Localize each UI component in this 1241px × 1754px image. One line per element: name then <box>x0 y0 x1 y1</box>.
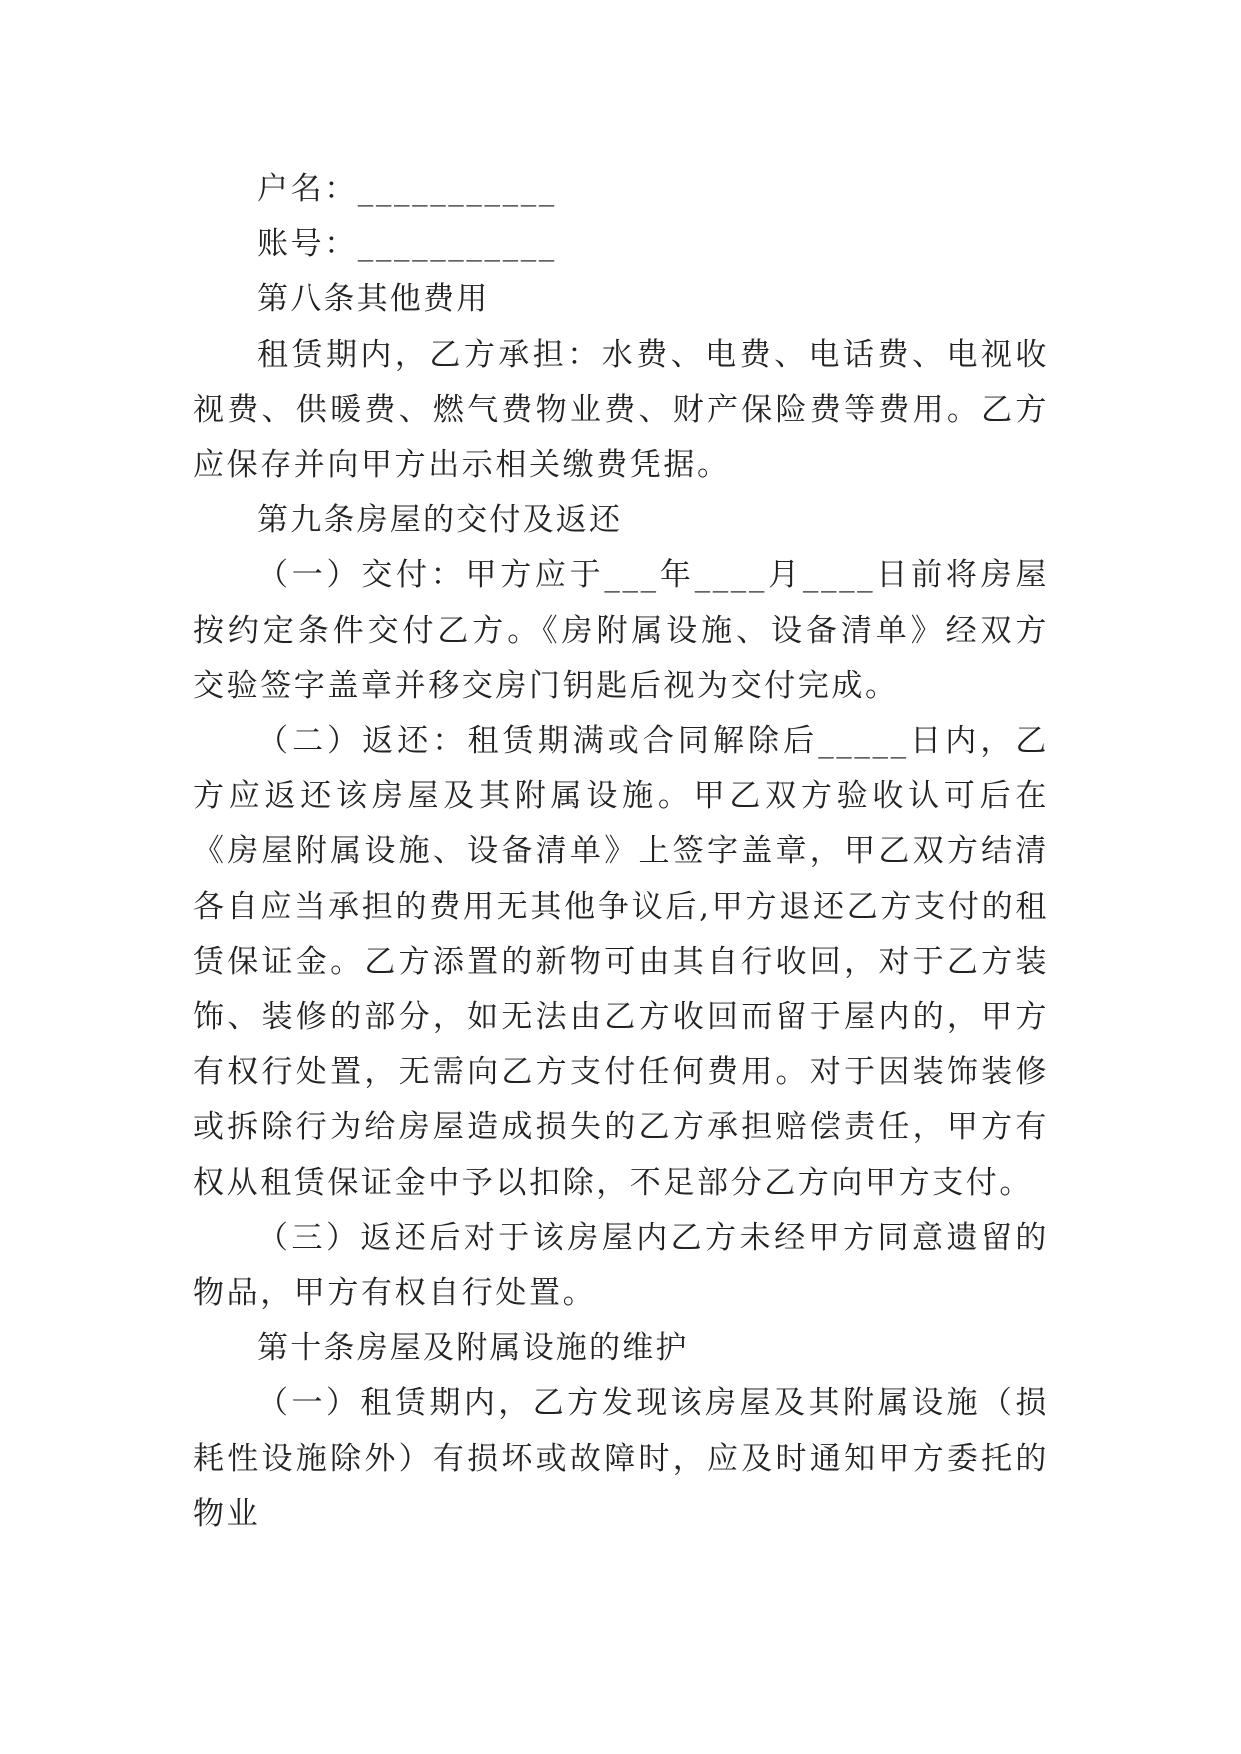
account-name-line: 户名：___________ <box>257 171 557 207</box>
document-body <box>193 162 1049 1542</box>
article-8-paragraph: 租赁期内，乙方承担：水费、电费、电话费、电视收视费、供暖费、燃气费物业费、财产保险费等费用。乙方应保存并向甲方出示相关缴费凭据。 <box>193 336 1049 484</box>
article-8-heading: 第八条其他费用 <box>257 281 490 318</box>
article-9-clause-3: （三）返还后对于该房屋内乙方未经甲方同意遗留的物品，甲方有权自行处置。 <box>193 1219 1049 1312</box>
account-number-line: 账号：___________ <box>257 226 557 263</box>
article-9-heading: 第九条房屋的交付及返还 <box>257 502 623 539</box>
article-9-clause-1: （一）交付：甲方应于___年____月____日前将房屋按约定条件交付乙方。《房附属设施、设备清单》经双方交验签字盖章并移交房门钥匙后视为交付完成。 <box>193 557 1049 704</box>
article-10-heading: 第十条房屋及附属设施的维护 <box>257 1330 689 1367</box>
article-9-clause-2: （二）返还：租赁期满或合同解除后_____日内，乙方应返还该房屋及其附属设施。甲乙双方验收认可后在《房屋附属设施、设备清单》上签字盖章，甲乙双方结清各自应当承担的费用无其他争议后,甲方退还乙方支付的租赁保证金。乙方添置的新物可由其自行收回，对于乙方装饰、装修的部分，如无法由乙方收回而留于屋内的，甲方有权行处置，无需向乙方支付任何费用。对于因装饰装修或拆除行为给房屋造成损失的乙方承担赔偿责任，甲方有权从租赁保证金中予以扣除，不足部分乙方向甲方支付。 <box>193 723 1049 1201</box>
article-10-clause-1: （一）租赁期内，乙方发现该房屋及其附属设施（损耗性设施除外）有损坏或故障时，应及时通知甲方委托的物业 <box>193 1385 1049 1532</box>
